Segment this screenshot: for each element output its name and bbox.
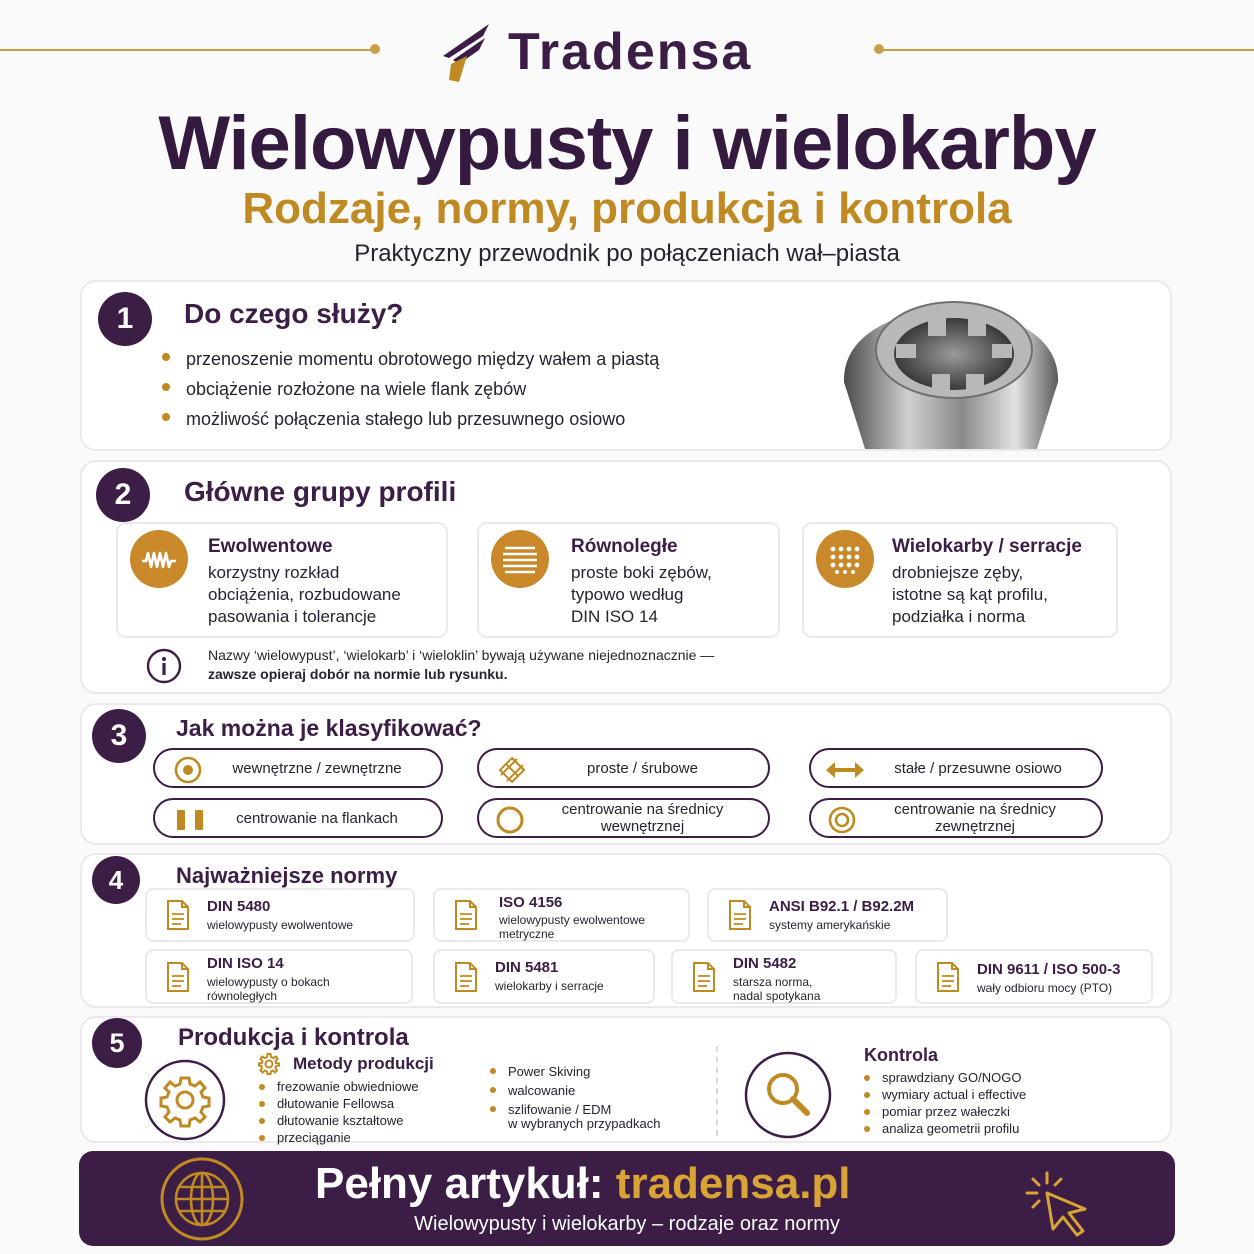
control-list [862, 1069, 1026, 1137]
profile-title: Wielokarby / serracje [892, 536, 1082, 557]
section-3-number: 3 [92, 709, 146, 763]
document-icon [165, 899, 191, 931]
profile-title: Równoległe [571, 536, 678, 557]
gear-icon [143, 1058, 227, 1142]
cursor-click-icon [1023, 1169, 1095, 1241]
norm-card: DIN 9611 / ISO 500-3 wały odbioru mocy (PTO) [915, 949, 1153, 1004]
target-icon [173, 755, 203, 785]
section-4-number: 4 [92, 856, 140, 904]
norm-card: ISO 4156 wielowypusty ewolwentowe metryczne [433, 888, 690, 942]
method-item: frezowanie obwiedniowe [257, 1078, 419, 1095]
classification-straight-helical: proste / śrubowe [477, 748, 770, 788]
section-5-number: 5 [92, 1018, 142, 1068]
profile-title: Ewolwentowe [208, 536, 333, 557]
pause-bars-icon [175, 808, 205, 832]
footer-headline[interactable] [315, 1159, 851, 1209]
classification-fixed-sliding: stałe / przesuwne osiowo [809, 748, 1103, 788]
method-item: szlifowanie / EDM [488, 1100, 611, 1119]
norm-card: DIN 5480 wielowypusty ewolwentowe [145, 888, 415, 942]
method-item: przeciąganie [257, 1129, 419, 1146]
footer-caption: Wielowypusty i wielokarby – rodzaje oraz normy [414, 1213, 840, 1235]
footer-label: Pełny artykuł: [315, 1159, 604, 1208]
double-arrow-icon [825, 755, 865, 785]
info-icon [146, 648, 182, 684]
bullet-item: obciążenie rozłożone na wiele flank zębów [162, 374, 659, 404]
document-icon [453, 899, 479, 931]
section-3-title: Jak można je klasyfikować? [176, 715, 482, 741]
document-icon [453, 961, 479, 993]
classification-internal-external: wewnętrzne / zewnętrzne [153, 748, 443, 788]
document-icon [727, 899, 753, 931]
footer-banner[interactable] [79, 1151, 1175, 1246]
section-4-card [80, 853, 1172, 1008]
norm-card: DIN ISO 14 wielowypusty o bokach równoległych [145, 949, 413, 1004]
classification-flank-centering: centrowanie na flankach [153, 798, 443, 838]
header-line-left [0, 49, 375, 51]
methods-list-b [488, 1062, 611, 1119]
info-note-line: Nazwy ‘wielowypust’, ‘wielokarb’ i ‘wieloklin’ bywają używane niejednoznacznie — [208, 647, 715, 663]
document-icon [691, 961, 717, 993]
header-dot-right [874, 44, 884, 54]
profile-description: korzystny rozkład obciążenia, rozbudowane pasowania i tolerancje [208, 563, 401, 626]
section-2-number: 2 [96, 468, 150, 522]
footer-url-link[interactable]: tradensa.pl [615, 1159, 851, 1208]
bullet-item: przenoszenie momentu obrotowego między wałem a piastą [162, 344, 659, 374]
section-1-number: 1 [98, 292, 152, 346]
ring-icon [495, 805, 525, 835]
lines-icon [491, 530, 549, 588]
section-2-title: Główne grupy profili [184, 476, 457, 507]
methods-note: w wybranych przypadkach [508, 1116, 661, 1131]
section-5-card [80, 1016, 1172, 1143]
classification-inner-diameter-centering: centrowanie na średnicy wewnętrznej [477, 798, 770, 838]
bullet-item: możliwość połączenia stałego lub przesuwnego osiowo [162, 404, 659, 434]
section-1-title: Do czego służy? [184, 298, 404, 329]
control-item: sprawdziany GO/NOGO [862, 1069, 1026, 1086]
magnifier-icon [743, 1050, 833, 1140]
methods-title: Metody produkcji [293, 1054, 434, 1073]
profile-card-serration [802, 522, 1118, 638]
norm-card: DIN 5481 wielokarby i serracje [433, 949, 655, 1004]
classification-outer-diameter-centering: centrowanie na średnicy zewnętrznej [809, 798, 1103, 838]
method-item: dłutowanie Fellowsa [257, 1095, 419, 1112]
method-item: Power Skiving [488, 1062, 611, 1081]
small-gear-icon [257, 1052, 281, 1076]
section-4-title: Najważniejsze normy [176, 863, 398, 888]
wave-icon [130, 530, 188, 588]
profile-card-parallel [477, 522, 780, 638]
section-2-card [80, 460, 1172, 694]
header-line-right [880, 49, 1254, 51]
method-item: walcowanie [488, 1081, 611, 1100]
profile-description: proste boki zębów, typowo według DIN ISO 14 [571, 563, 712, 626]
splined-hub-image [836, 292, 1066, 451]
document-icon [165, 961, 191, 993]
norm-card: ANSI B92.1 / B92.2M systemy amerykańskie [707, 888, 948, 942]
info-note [208, 646, 714, 684]
control-item: analiza geometrii profilu [862, 1120, 1026, 1137]
concentric-rings-icon [827, 805, 857, 835]
tradensa-logo-icon [433, 20, 497, 84]
brand-name: Tradensa [508, 23, 753, 81]
control-item: wymiary actual i effective [862, 1086, 1026, 1103]
control-item: pomiar przez wałeczki [862, 1103, 1026, 1120]
info-note-emphasis: zawsze opieraj dobór na normie lub rysunku. [208, 666, 508, 682]
page-title: Wielowypusty i wielokarby [158, 101, 1096, 186]
section-5-divider [716, 1046, 718, 1136]
profile-card-involute [116, 522, 448, 638]
document-icon [935, 961, 961, 993]
page-tagline: Praktyczny przewodnik po połączeniach wał–piasta [354, 240, 900, 267]
section-1-bullets [162, 344, 659, 434]
section-5-title: Produkcja i kontrola [178, 1024, 409, 1051]
methods-list-a [257, 1078, 419, 1146]
section-1-card [80, 280, 1172, 451]
profile-description: drobniejsze zęby, istotne są kąt profilu, podziałka i norma [892, 563, 1048, 626]
section-3-card [80, 703, 1172, 845]
method-item: dłutowanie kształtowe [257, 1112, 419, 1129]
header-dot-left [370, 44, 380, 54]
page-subtitle: Rodzaje, normy, produkcja i kontrola [242, 184, 1012, 233]
norm-card: DIN 5482 starsza norma, nadal spotykana [671, 949, 897, 1004]
control-title: Kontrola [864, 1045, 938, 1065]
dots-grid-icon [816, 530, 874, 588]
hatched-shape-icon [497, 755, 527, 785]
